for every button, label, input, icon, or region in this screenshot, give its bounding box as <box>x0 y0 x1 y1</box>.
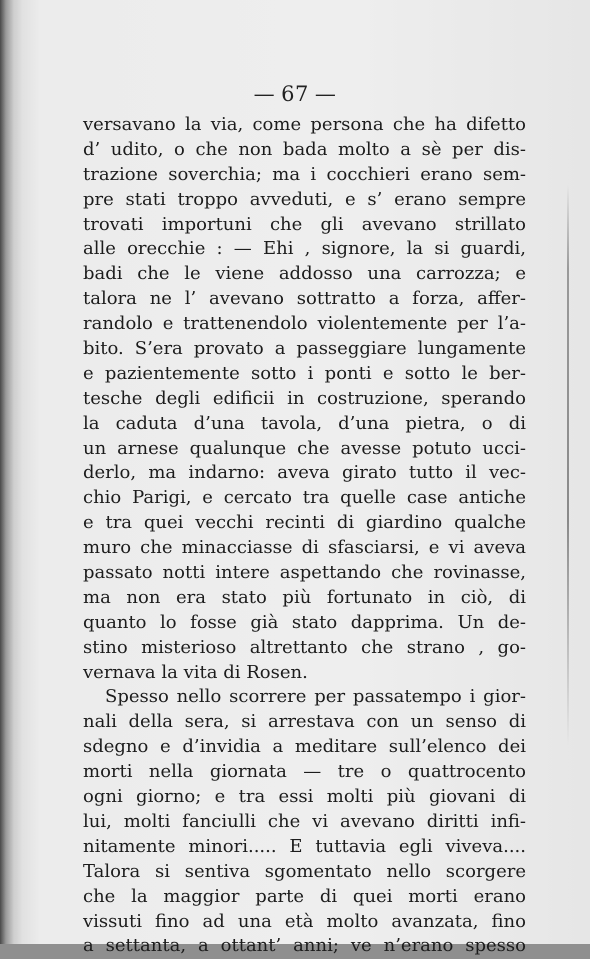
text-line: sdegno e d’invidia a meditare sull’elenco dei <box>83 736 526 758</box>
dash-left: — <box>253 82 276 106</box>
text-line: ma non era stato più fortunato in ciò, di <box>83 586 526 608</box>
text-line: vissuti fino ad una età molto avanzata, fino <box>83 910 526 932</box>
text-line: a settanta, a ottant’ anni; ve n’erano spesso <box>83 935 526 957</box>
text-line: trovati importuni che gli avevano strillato <box>83 213 526 235</box>
text-line: tesche degli edificii in costruzione, sperando <box>83 387 526 409</box>
paragraph-end-line: vernava la vita di Rosen. <box>83 661 308 683</box>
text-line: badi che le viene addosso una carrozza; e <box>83 263 526 285</box>
body-text <box>83 113 526 959</box>
text-line: nali della sera, si arrestava con un senso di <box>83 711 526 733</box>
text-line: passato notti intere aspettando che rovinasse, <box>83 562 526 584</box>
text-line: chio Parigi, e cercato tra quelle case antiche <box>83 487 526 509</box>
text-line: lui, molti fanciulli che vi avevano diritti infi- <box>83 810 526 832</box>
text-line: derlo, ma indarno: aveva girato tutto il vec- <box>83 462 526 484</box>
text-line: randolo e trattenendolo violentemente per l’a- <box>83 313 526 335</box>
text-line: morti nella giornata — tre o quattrocento <box>83 761 526 783</box>
text-line: la caduta d’una tavola, d’una pietra, o di <box>83 412 526 434</box>
text-line: trazione soverchia; ma i cocchieri erano sem- <box>83 163 526 185</box>
text-line: alle orecchie : — Ehi , signore, la si guardi, <box>83 238 526 260</box>
paragraph-start-line: Spesso nello scorrere per passatempo i gior- <box>105 686 526 708</box>
text-line: versavano la via, come persona che ha difetto <box>83 114 526 135</box>
text-line: che la maggior parte di quei morti erano <box>83 885 526 907</box>
page-number-header <box>0 82 590 106</box>
dash-right: — <box>314 82 337 106</box>
text-line: quanto lo fosse già stato dapprima. Un de- <box>83 611 526 633</box>
text-line: talora ne l’ avevano sottratto a forza, affer- <box>83 288 526 310</box>
text-line: e pazientemente sotto i ponti e sotto le ber- <box>83 362 526 384</box>
text-line: pre stati troppo avveduti, e s’ erano sempre <box>83 188 526 210</box>
text-line: nitamente minori..... E tuttavia egli viveva.... <box>83 835 526 857</box>
text-line: stino misterioso altrettanto che strano , go- <box>83 636 526 658</box>
text-line: d’ udito, o che non bada molto a sè per dis- <box>83 138 526 160</box>
margin-shadow-line <box>567 185 569 745</box>
text-line: ogni giorno; e tra essi molti più giovani di <box>83 786 526 808</box>
text-line: Talora si sentiva sgomentato nello scorgere <box>83 860 526 882</box>
binding-edge <box>0 0 22 944</box>
text-line: un arnese qualunque che avesse potuto ucci- <box>83 437 526 459</box>
page-number: 67 <box>281 82 309 106</box>
text-line: e tra quei vecchi recinti di giardino qualche <box>83 512 526 534</box>
text-line: muro che minacciasse di sfasciarsi, e vi aveva <box>83 537 526 559</box>
text-line: bito. S’era provato a passeggiare lungamente <box>83 338 526 360</box>
